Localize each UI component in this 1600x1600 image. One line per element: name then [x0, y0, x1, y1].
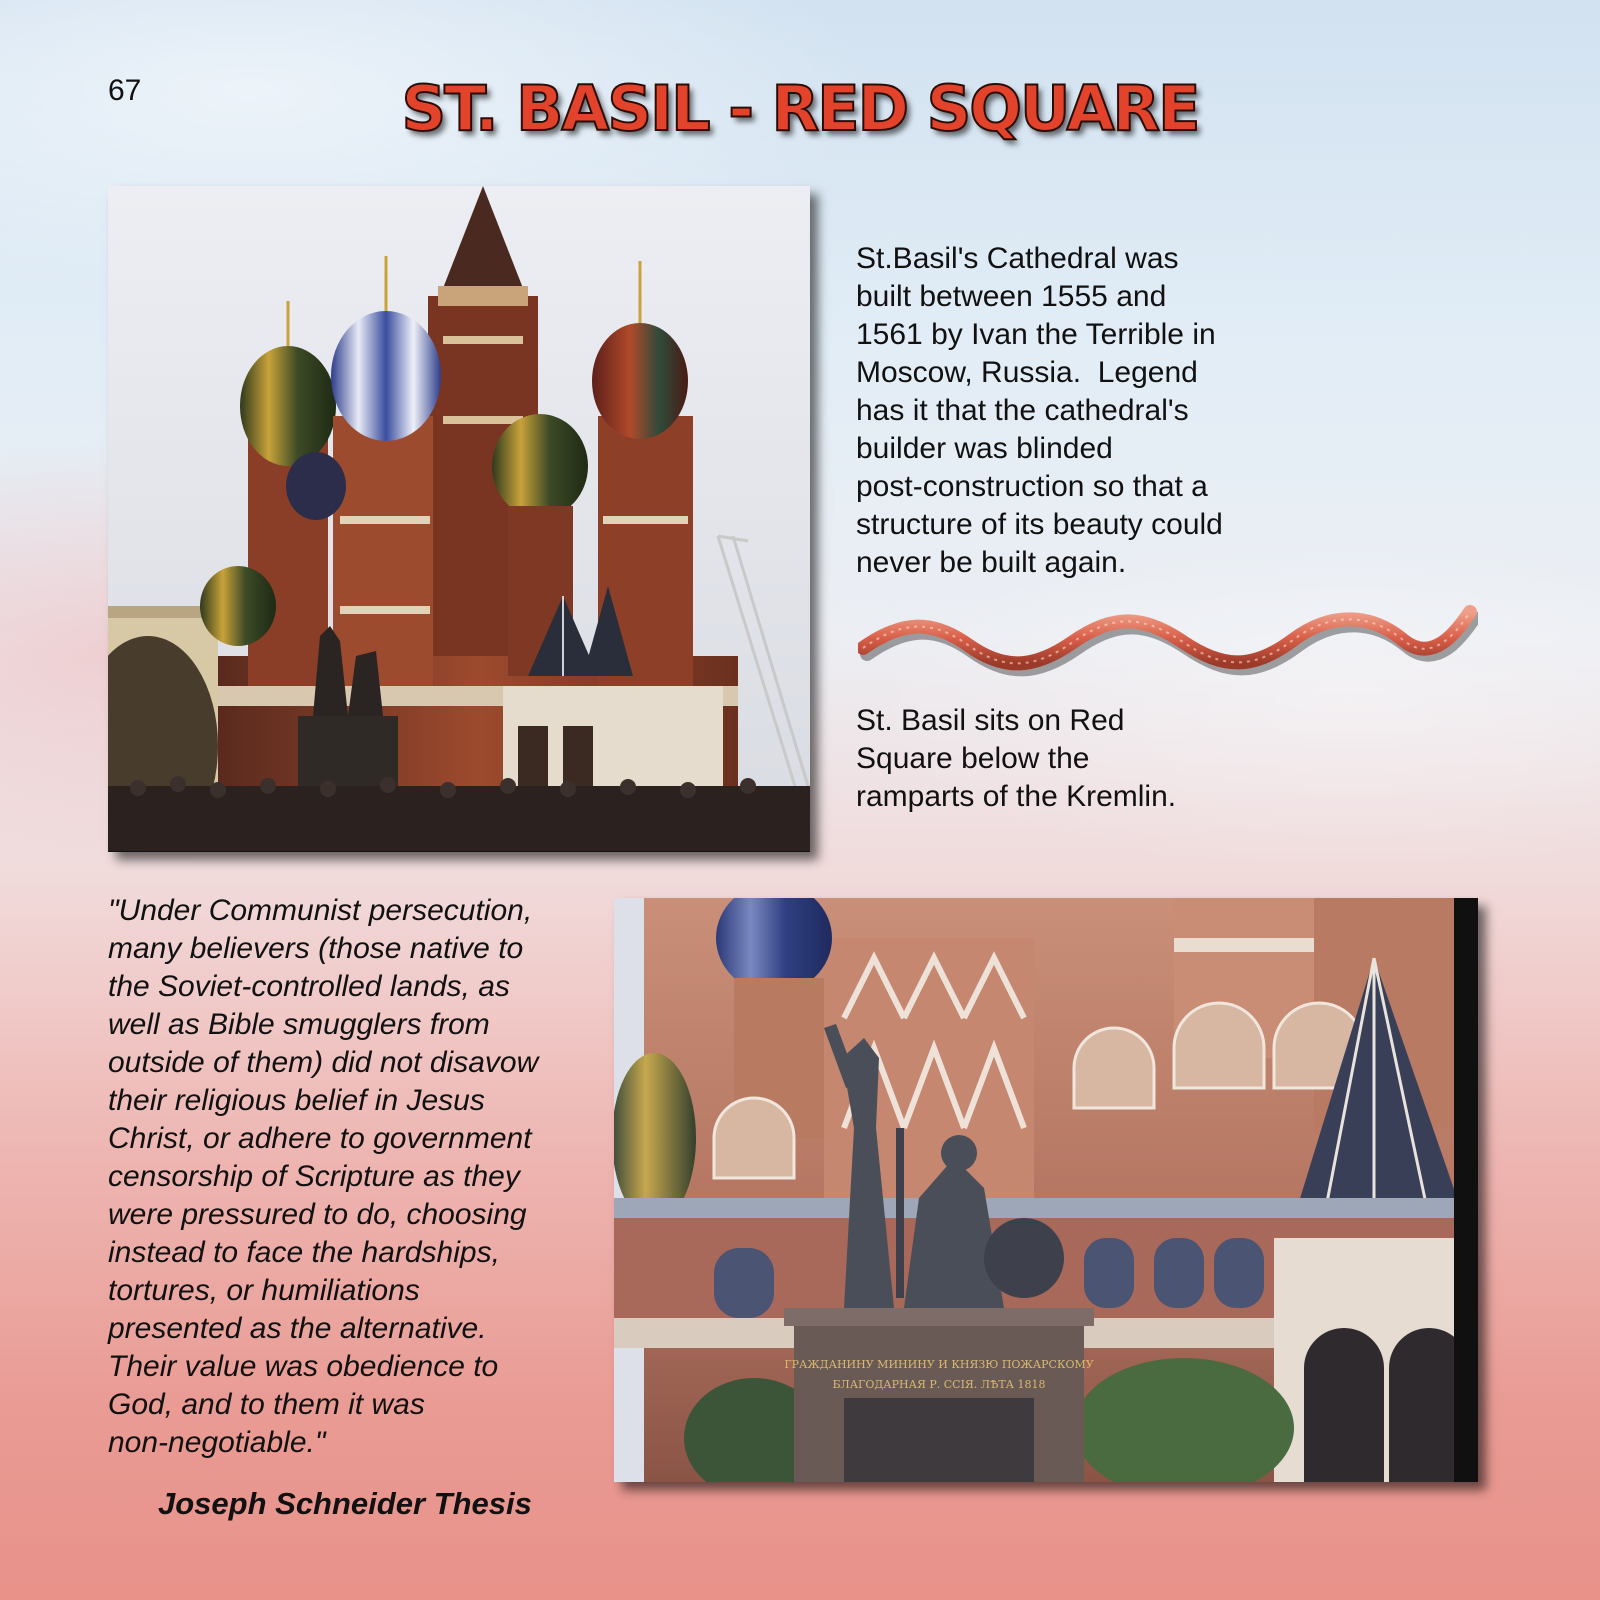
description-line: has it that the cathedral's — [856, 394, 1189, 427]
cathedral-photo — [108, 186, 810, 852]
quote-line: instead to face the hardships, — [108, 1236, 500, 1269]
description-paragraph-1 — [856, 240, 1296, 582]
quote-line: many believers (those native to — [108, 932, 524, 965]
description-paragraph-2 — [856, 702, 1296, 816]
monument-illustration — [614, 898, 1478, 1482]
quote-line: their religious belief in Jesus — [108, 1084, 485, 1117]
description-line: St.Basil's Cathedral was — [856, 242, 1179, 275]
quote-attribution: Joseph Schneider Thesis — [158, 1486, 532, 1521]
monument-photo — [614, 898, 1478, 1482]
description-line: Square below the — [856, 742, 1090, 775]
quote-line: outside of them) did not disavow — [108, 1046, 539, 1079]
description-line: builder was blinded — [856, 432, 1113, 465]
quote-line: "Under Communist persecution, — [108, 894, 533, 927]
description-line: 1561 by Ivan the Terrible in — [856, 318, 1216, 351]
quote-line: Christ, or adhere to government — [108, 1122, 532, 1155]
description-line: St. Basil sits on Red — [856, 704, 1125, 737]
page-number: 67 — [108, 74, 142, 107]
description-line: Moscow, Russia. Legend — [856, 356, 1198, 389]
description-line: post-construction so that a — [856, 470, 1208, 503]
page-title: ST. BASIL - RED SQUARE — [401, 72, 1199, 145]
quote-line: the Soviet-controlled lands, as — [108, 970, 510, 1003]
quote-line: Their value was obedience to — [108, 1350, 499, 1383]
description-line: built between 1555 and — [856, 280, 1167, 313]
cathedral-illustration — [108, 186, 810, 852]
quote-line: well as Bible smugglers from — [108, 1008, 490, 1041]
quote-line: were pressured to do, choosing — [108, 1198, 527, 1231]
decorative-ribbon — [858, 600, 1478, 680]
monument-inscription-line-2: БЛАГОДАРНАЯ Р. ССІЯ. ЛѢТА 1818 — [832, 1378, 1046, 1391]
monument-inscription-line-1: ГРАЖДАНИНУ МИНИНУ И КНЯЗЮ ПОЖАРСКОМУ — [784, 1358, 1094, 1371]
quote-line: non-negotiable." — [108, 1426, 326, 1459]
description-line: never be built again. — [856, 546, 1127, 579]
description-line: structure of its beauty could — [856, 508, 1223, 541]
quote-line: censorship of Scripture as they — [108, 1160, 520, 1193]
quote-line: God, and to them it was — [108, 1388, 425, 1421]
quote-line: presented as the alternative. — [108, 1312, 487, 1345]
quote-line: tortures, or humiliations — [108, 1274, 420, 1307]
description-line: ramparts of the Kremlin. — [856, 780, 1177, 813]
quote-block — [108, 892, 608, 1462]
